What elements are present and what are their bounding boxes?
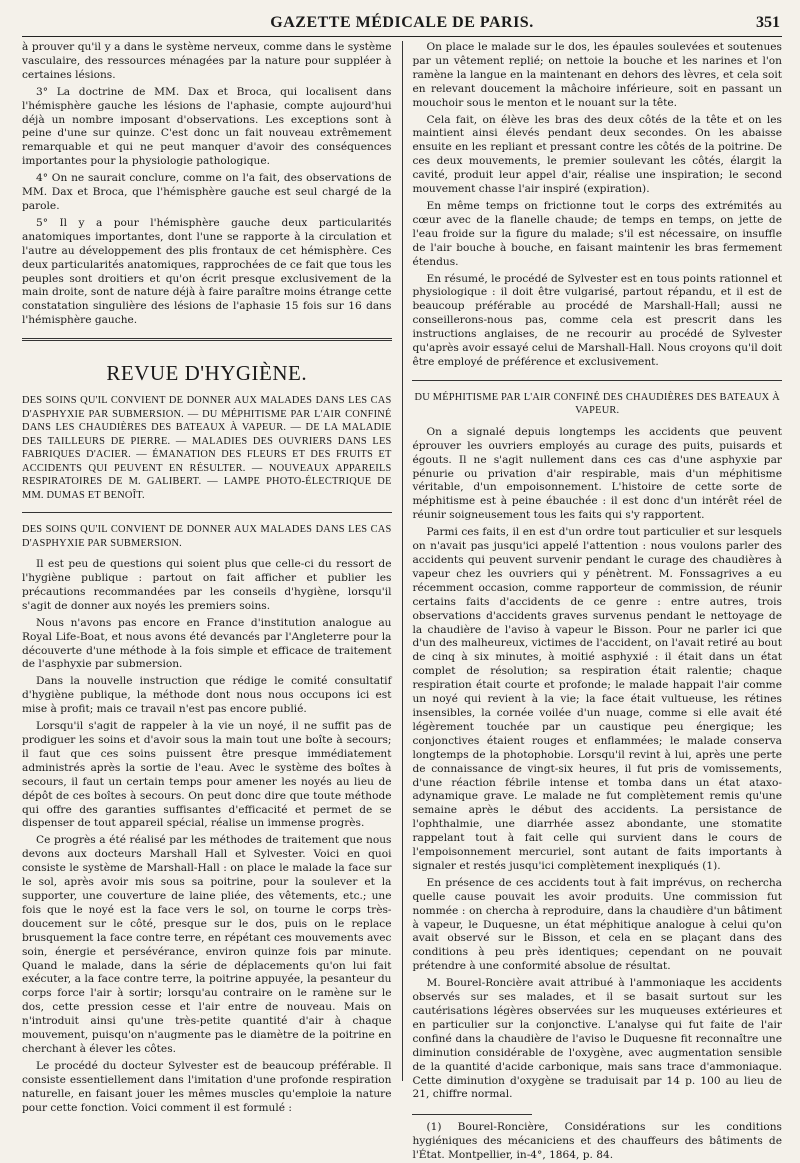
footnote-divider [412, 1114, 532, 1115]
paragraph: Parmi ces faits, il en est d'un ordre tout particulier et sur lesquels on n'avait pas jusqu'ici appelé l'attention : nous voulons parler des accidents qui peuvent survenir pendant le curage des chaudières à vapeur chez les ouvriers qui y pénètrent. M. Fonssagrives a eu récemment occasion, comme rapporteur de commission, de réunir certains faits d'accidents de ce genre : entre autres, trois observations d'accidents graves survenus pendant le nettoyage de la chaudière de l'aviso à vapeur le Bisson. Pour ne parler ici que d'un des malheureux, victimes de l'accident, on l'avait retiré au bout de cinq à six minutes, à moitié asphyxié : il était dans un état complet de résolution; sa respiration était ralentie; chaque respiration était courte et profonde; le malade happait l'air comme un noyé qui revient à la vie; la face était vultueuse, les rétines insensibles, la cornée voilée d'un nuage, comme si elle avait été légèrement touchée par un caustique peu énergique; les conjonctives étaient rouges et enflammées; le malade conserva longtemps de la photophobie. Lorsqu'il revint à lui, après une perte de connaissance de vingt-six heures, il fut pris de vomissements, d'une réaction fébrile intense et tomba dans un état ataxo-adynamique grave. Le malade ne fut complètement remis qu'une semaine après le début des accidents. La persistance de l'ophthalmie, une diarrhée assez abondante, une stomatite rappelant tout à fait celle qui survient dans le cours de l'empoisonnement mercuriel, sont autant de faits importants à signaler et restés jusqu'ici complètement inexpliqués (1). [412, 526, 782, 872]
article-subheading: DU MÉPHITISME PAR L'AIR CONFINÉ DES CHAUDIÈRES DES BATEAUX À VAPEUR. [414, 391, 780, 417]
right-column [402, 41, 782, 1162]
paragraph: En présence de ces accidents tout à fait imprévus, on rechercha quelle cause pouvait les avoir produits. Une commission fut nommée : on chercha à reproduire, dans la chaudière d'un bâtiment à vapeur, le Duquesne, un état méphitique analogue à celui qu'on avait observé sur le Bisson, et cela en se plaçant dans des conditions à peu près identiques; cependant on ne pouvait prétendre à une conformité absolue de résultat. [412, 876, 782, 973]
paragraph: à prouver qu'il y a dans le système nerveux, comme dans le système vasculaire, des ressources ménagées par la nature pour suppléer à certaines lésions. [22, 41, 392, 81]
paragraph: 4° On ne saurait conclure, comme on l'a fait, des observations de MM. Dax et Broca, que l'hémisphère gauche est seul chargé de la parole. [22, 172, 392, 212]
paragraph: On a signalé depuis longtemps les accidents que peuvent éprouver les ouvriers employés au curage des puits, puisards et égouts. Il ne s'agit nullement dans ces cas d'une asphyxie par pénurie ou privation d'air respirable, mais d'un méphitisme véritable, d'un empoisonnement. L'histoire de cette sorte de méphitisme est à peine ébauchée : il est donc d'un intérêt réel de réunir soigneusement tous les faits qui s'y rapportent. [412, 425, 782, 522]
paragraph: En résumé, le procédé de Sylvester est en tous points rationnel et physiologique : il doit être vulgarisé, partout répandu, et il est de beaucoup préférable au procédé de Marshall-Hall; aussi ne conseillerons-nous pas, comme cela est prescrit dans les instructions anglaises, de ne recourir au procédé de Sylvester qu'après avoir essayé celui de Marshall-Hall. Nous croyons qu'il doit être employé de préférence et exclusivement. [412, 272, 782, 368]
section-divider [22, 338, 392, 341]
section-title: REVUE D'HYGIÈNE. [106, 361, 308, 386]
paragraph: Ce progrès a été réalisé par les méthodes de traitement que nous devons aux docteurs Marshall Hall et Sylvester. Voici en quoi consiste le système de Marshall-Hall : on place le malade la face sur le sol, après avoir mis sous sa poitrine, pour la soulever et la supporter, une couverture de laine pliée, des vêtements, etc.; une fois que le noyé est la face vers le sol, on tourne le corps très-doucement sur le côté, presque sur le dos, puis on le replace brusquement la face contre terre, en répétant ces mouvements avec soin, énergie et persévérance, environ quinze fois par minute. Quand le malade, dans la série de déplacements qu'on lui fait exécuter, a la face contre terre, la poitrine appuyée, la pesanteur du corps force l'air à sortir; lorsqu'au contraire on le ramène sur le dos, cette pression cesse et l'air entre de nouveau. Mais on n'introduit ainsi qu'une très-petite quantité d'air à chaque mouvement, puisqu'on n'augmente pas le diamètre de la poitrine en cherchant à élever les côtes. [22, 834, 392, 1055]
divider [412, 380, 782, 381]
paragraph: Il est peu de questions qui soient plus que celle-ci du ressort de l'hygiène publique : partout on fait afficher et publier les précautions recommandées par les conseils d'hygiène, lorsqu'il s'agit de donner aux noyés les premiers soins. [22, 558, 392, 612]
paragraph: Nous n'avons pas encore en France d'institution analogue au Royal Life-Boat, et nous avons été devancés par l'Angleterre pour la découverte d'une méthode à la fois simple et efficace de traitement de l'asphyxie par submersion. [22, 616, 392, 671]
page-number: 351 [756, 14, 780, 31]
paragraph: Lorsqu'il s'agit de rappeler à la vie un noyé, il ne suffit pas de prodiguer les soins et d'avoir sous la main tout une boîte à secours; il faut que ces soins puissent être presque immédiatement administrés après la sortie de l'eau. Avec le système des boîtes à secours, il faut un certain temps pour amener les noyés au lieu de dépôt de ces boîtes à secours. On peut donc dire que toute méthode qui offre des garanties suffisantes d'efficacité et permet de se dispenser de tout appareil spécial, réalise un immense progrès. [22, 720, 392, 830]
page-header [22, 10, 782, 37]
footnote: (1) Bourel-Roncière, Considérations sur les conditions hygiéniques des mécaniciens et des chauffeurs des bâtiments de l'État. Montpellier, in-4°, 1864, p. 84. [412, 1121, 782, 1162]
left-column [22, 41, 402, 1114]
paragraph: Cela fait, on élève les bras des deux côtés de la tête et on les maintient ainsi élevés pendant deux secondes. On les abaisse ensuite en les repliant et pressant contre les côtés de la poitrine. De ces deux mouvements, le premier soulevant les côtés, élargit la cavité, produit leur appel d'air, réalise une inspiration; le second mouvement chasse l'air inspiré (expiration). [412, 113, 782, 196]
divider [22, 512, 392, 513]
article-subheading: DES SOINS QU'IL CONVIENT DE DONNER AUX MALADES DANS LES CAS D'ASPHYXIE PAR SUBMERSION. [22, 524, 392, 549]
paragraph: 3° La doctrine de MM. Dax et Broca, qui localisent dans l'hémisphère gauche les lésions de l'aphasie, compte aujourd'hui déjà un nombre imposant d'observations. Les exceptions sont à peine d'une sur quinze. C'est donc un fait nouveau extrêmement remarquable et qui ne peut manquer d'avoir des conséquences importantes pour la physiologie pathologique. [22, 85, 392, 168]
paragraph: Le procédé du docteur Sylvester est de beaucoup préférable. Il consiste essentiellement dans l'imitation d'une profonde respiration naturelle, en faisant jouer les mêmes muscles qu'emploie la nature pour cette fonction. Voici comment il est formulé : [22, 1059, 392, 1114]
paragraph: Dans la nouvelle instruction que rédige le comité consultatif d'hygiène publique, la méthode dont nous nous occupons ici est mise à profit; mais ce travail n'est pas encore publié. [22, 675, 392, 716]
paragraph: M. Bourel-Roncière avait attribué à l'ammoniaque les accidents observés sur ses malades, et il se basait surtout sur les cautérisations légères observées sur les muqueuses extérieures et en particulier sur la conjonctive. L'analyse qui fut faite de l'air confiné dans la chaudière de l'aviso le Duquesne fit reconnaître une diminution considérable de l'oxygène, avec augmentation sensible de la quantité d'acide carbonique, mais sans trace d'ammoniaque. Cette diminution d'oxygène se traduisait par 14 p. 100 au lieu de 21, chiffre normal. [412, 977, 782, 1101]
paragraph: On place le malade sur le dos, les épaules soulevées et soutenues par un vêtement replié; on nettoie la bouche et les narines et l'on ramène la langue en la maintenant en dehors des lèvres, et cela soit en relevant doucement la mâchoire inférieure, soit en passant un mouchoir sous le menton et le nouant sur la tête. [412, 41, 782, 109]
paragraph: En même temps on frictionne tout le corps des extrémités au cœur avec de la flanelle chaude; de temps en temps, on jette de l'eau froide sur la figure du malade; s'il est nécessaire, on insuffle de l'air bouche à bouche, en faisant maintenir les bras fermement étendus. [412, 199, 782, 268]
two-column-body [22, 41, 782, 1162]
section-summary: DES SOINS QU'IL CONVIENT DE DONNER AUX MALADES DANS LES CAS D'ASPHYXIE PAR SUBMERSION. — DU MÉPHITISME PAR L'AIR CONFINÉ DANS LES CHAUDIÈRES DES BATEAUX À VAPEUR. — DE LA MALADIE DES TAILLEURS DE PIERRE. — MALADIES DES OUVRIERS DANS LES FABRIQUES D'ACIER. — ÉMANATION DES FLEURS ET DES FRUITS ET ACCIDENTS QUI PEUVENT EN RÉSULTER. — NOUVEAUX APPAREILS RESPIRATOIRES DE M. GALIBERT. — LAMPE PHOTO-ÉLECTRIQUE DE MM. DUMAS ET BENOÎT. [22, 395, 392, 501]
paragraph: 5° Il y a pour l'hémisphère gauche deux particularités anatomiques importantes, dont l'une se rapporte à la circulation et l'autre au développement des plis frontaux de cet hémisphère. Ces deux particularités anatomiques, rapprochées de ce fait que tous les peuples sont droitiers et qu'on écrit presque exclusivement de la main droite, sont de nature déjà à faire paraître moins étrange cette constatation singulière des lésions de l'aphasie 15 fois sur 16 dans l'hémisphère gauche. [22, 216, 392, 327]
journal-title: GAZETTE MÉDICALE DE PARIS. [270, 14, 534, 31]
